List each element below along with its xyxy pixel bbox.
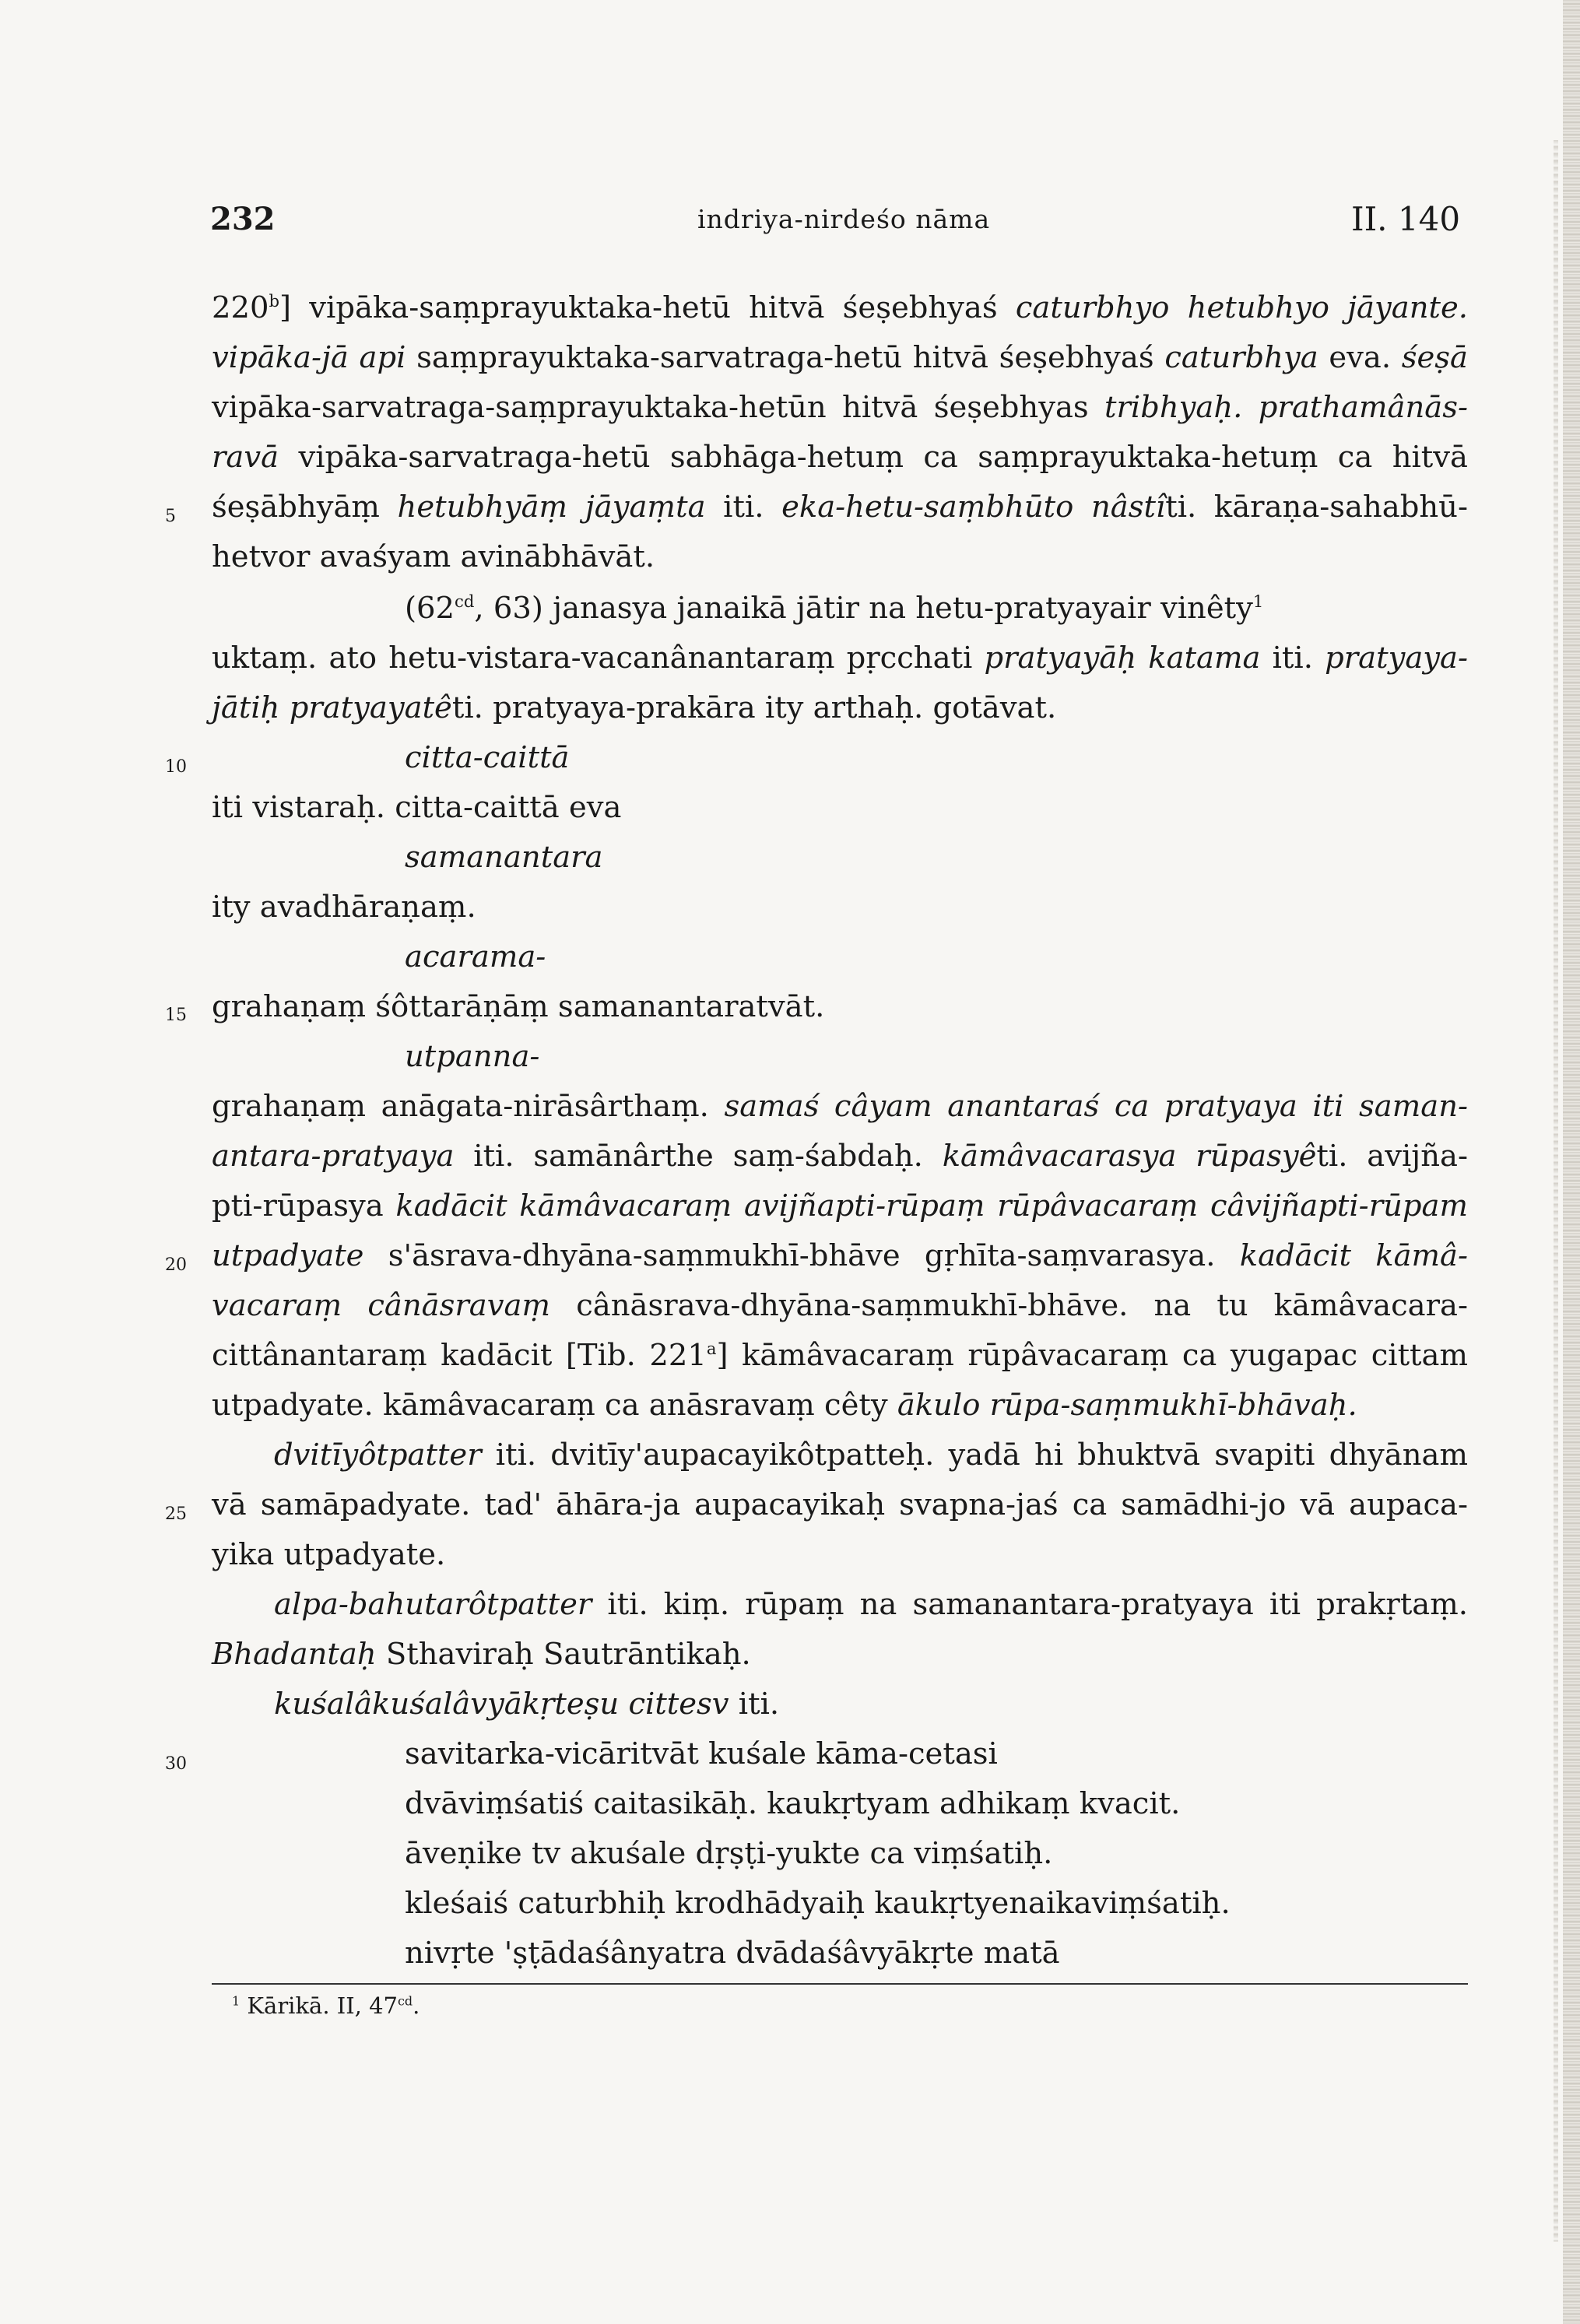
text-line: vā samāpadyate. tad' āhāra-ja aupacayikaḥ svapna-jaś ca samādhi-jo vā aupaca- (212, 1487, 1468, 1522)
text-line: cittânantaraṃ kadācit [Tib. 221$^a$] kāmâvacaraṃ rūpâvacaraṃ ca yugapac cittam (212, 1338, 1468, 1373)
text-line: ravā vipāka-sarvatraga-hetū sabhāga-hetuṃ ca saṃprayuktaka-hetuṃ ca hitvā (212, 440, 1468, 475)
text-line: Bhadantaḥ Sthaviraḥ Sautrāntikaḥ. (212, 1637, 751, 1672)
text-line: pti-rūpasya kadācit kāmâvacaraṃ avijñapti-rūpaṃ rūpâvacaraṃ câvijñapti-rūpam (212, 1188, 1468, 1223)
section-number: II. 140 (1351, 200, 1461, 238)
text-line: dvitīyôtpatter iti. dvitīy'aupacayikôtpatteḥ. yadā hi bhuktvā svapiti dhyānam (274, 1438, 1468, 1473)
verse-line: kleśaiś caturbhiḥ krodhādyaiḥ kaukṛtyenaikaviṃśatiḥ. (405, 1886, 1231, 1921)
running-title: indriya-nirdeśo nāma (697, 204, 991, 234)
line-number-30: 30 (165, 1754, 187, 1774)
line-number-20: 20 (165, 1255, 187, 1275)
text-line: utpadyate. kāmâvacaraṃ ca anāsravaṃ cêty ākulo rūpa-saṃmukhī-bhāvaḥ. (212, 1388, 1357, 1423)
verse-line: samanantara (405, 840, 603, 875)
text-line: ($62^{cd}$, 63) janasya janaikā jātir na hetu-pratyayair vinêty$^1$ (405, 591, 1264, 626)
verse-line: nivṛte 'ṣṭādaśânyatra dvādaśâvyākṛte matā (405, 1936, 1060, 1971)
footnote: $^1$ Kārikā. II, $47^{cd}$. (232, 1992, 420, 2019)
text-line: vipāka-jā api saṃprayuktaka-sarvatraga-hetū hitvā śeṣebhyaś caturbhya eva. śeṣā (212, 340, 1469, 375)
text-line: alpa-bahutarôtpatter iti. kiṃ. rūpaṃ na samanantara-pratyaya iti prakṛtaṃ. (274, 1587, 1468, 1622)
scan-edge (1563, 0, 1580, 2324)
verse-line: utpanna- (405, 1039, 540, 1074)
text-line: 220$^b$] vipāka-saṃprayuktaka-hetū hitvā śeṣebhyaś caturbhyo hetubhyo jāyante. (212, 290, 1468, 325)
text-line: vipāka-sarvatraga-saṃprayuktaka-hetūn hitvā śeṣebhyas tribhyaḥ. prathamânās- (212, 390, 1468, 425)
text-line: utpadyate s'āsrava-dhyāna-saṃmukhī-bhāve gṛhīta-saṃvarasya. kadācit kāmâ- (212, 1238, 1468, 1273)
text-line: kuśalâkuśalâvyākṛteṣu cittesv iti. (274, 1687, 780, 1722)
page-number: 232 (210, 201, 276, 237)
text-line: śeṣābhyāṃ hetubhyāṃ jāyaṃta iti. eka-hetu-saṃbhūto nâstîti. kāraṇa-sahabhū- (212, 490, 1468, 525)
verse-line: āveṇike tv akuśale dṛṣṭi-yukte ca viṃśatiḥ. (405, 1836, 1053, 1871)
line-number-5: 5 (165, 507, 176, 526)
verse-line: savitarka-vicāritvāt kuśale kāma-cetasi (405, 1736, 998, 1771)
line-number-10: 10 (165, 757, 187, 777)
footnote-rule (212, 1983, 1468, 1985)
text-line: grahaṇaṃ anāgata-nirāsârthaṃ. samaś câyam anantaraś ca pratyaya iti saman- (212, 1089, 1468, 1124)
line-number-15: 15 (165, 1006, 187, 1025)
text-line: antara-pratyaya iti. samānârthe saṃ-śabdaḥ. kāmâvacarasya rūpasyêti. avijña- (212, 1139, 1468, 1174)
text-line: grahaṇaṃ śôttarāṇāṃ samanantaratvāt. (212, 989, 825, 1024)
text-line: vacaraṃ cânāsravaṃ cânāsrava-dhyāna-saṃmukhī-bhāve. na tu kāmâvacara- (212, 1288, 1468, 1323)
text-line: uktaṃ. ato hetu-vistara-vacanânantaraṃ pṛcchati pratyayāḥ katama iti. pratyaya- (212, 641, 1468, 676)
line-number-25: 25 (165, 1504, 187, 1524)
text-line: iti vistaraḥ. citta-caittā eva (212, 790, 622, 825)
scan-edge-inner (1554, 140, 1558, 2242)
text-line: yika utpadyate. (212, 1537, 446, 1572)
text-line: jātiḥ pratyayatêti. pratyaya-prakāra ity arthaḥ. gotāvat. (212, 690, 1057, 725)
text-line: hetvor avaśyam avinābhāvāt. (212, 539, 655, 574)
text-line: ity avadhāraṇaṃ. (212, 890, 476, 925)
verse-line: dvāviṃśatiś caitasikāḥ. kaukṛtyam adhikaṃ kvacit. (405, 1786, 1181, 1821)
verse-line: citta-caittā (405, 740, 570, 775)
verse-line: acarama- (405, 939, 546, 974)
